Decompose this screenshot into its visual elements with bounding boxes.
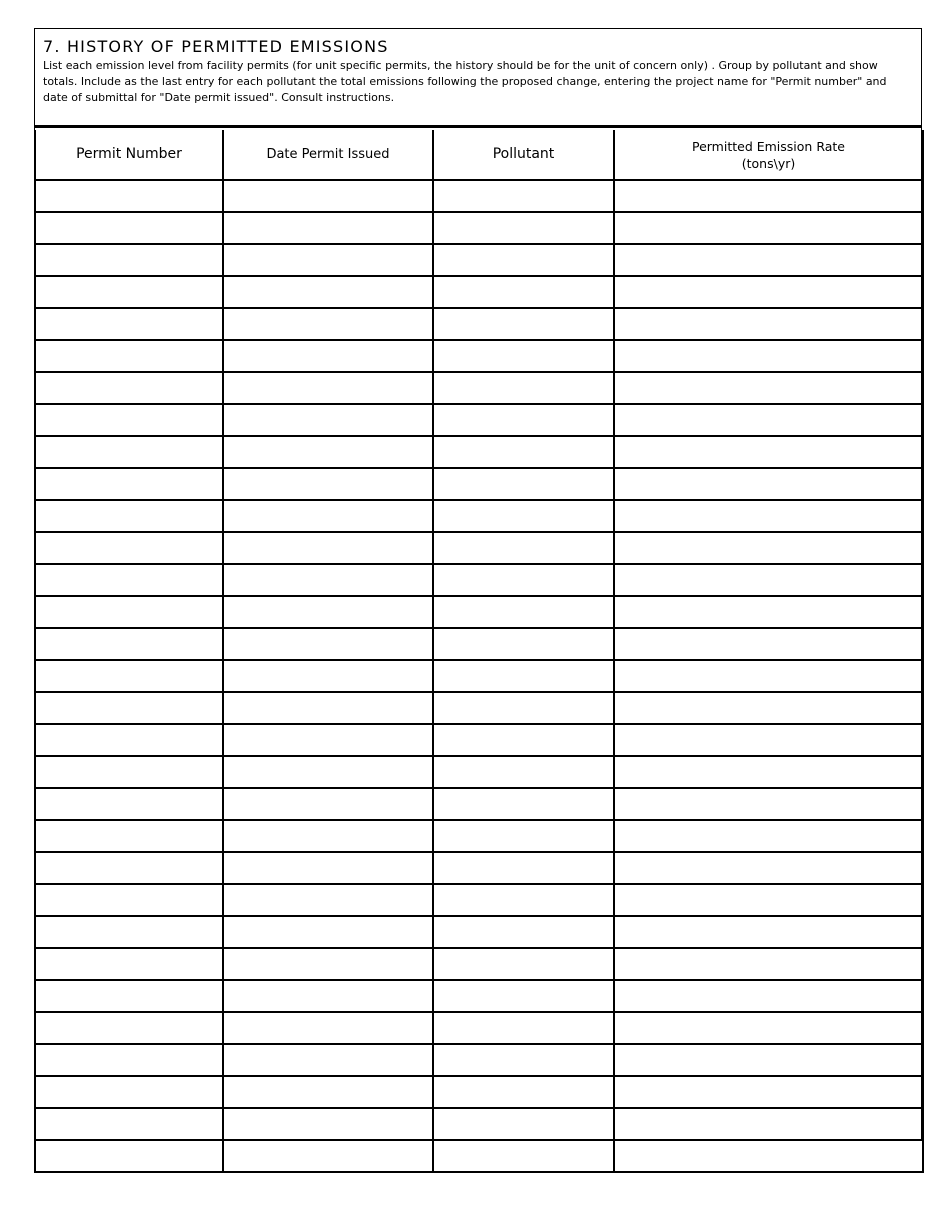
date-permit-issued-cell[interactable] [223, 916, 433, 948]
table-row [35, 596, 923, 628]
table-row [35, 852, 923, 884]
emission-rate-cell[interactable] [614, 660, 923, 692]
table-body [35, 180, 923, 1172]
date-permit-issued-cell[interactable] [223, 340, 433, 372]
table-row [35, 884, 923, 916]
table-row [35, 564, 923, 596]
date-permit-issued-cell[interactable] [223, 436, 433, 468]
section-header [35, 29, 921, 128]
date-permit-issued-cell[interactable] [223, 756, 433, 788]
permit-number-cell[interactable] [35, 852, 223, 884]
pollutant-cell[interactable] [433, 1044, 614, 1076]
table-row [35, 628, 923, 660]
permit-number-cell[interactable] [35, 340, 223, 372]
table-row [35, 532, 923, 564]
emission-rate-cell[interactable] [614, 564, 923, 596]
table-row [35, 948, 923, 980]
date-permit-issued-cell[interactable] [223, 948, 433, 980]
date-permit-issued-cell[interactable] [223, 308, 433, 340]
pollutant-cell[interactable] [433, 276, 614, 308]
pollutant-cell[interactable] [433, 212, 614, 244]
table-row [35, 468, 923, 500]
emission-rate-cell[interactable] [614, 980, 923, 1012]
pollutant-cell[interactable] [433, 948, 614, 980]
emission-rate-cell[interactable] [614, 692, 923, 724]
date-permit-issued-cell[interactable] [223, 1076, 433, 1108]
pollutant-cell[interactable] [433, 1076, 614, 1108]
column-header-pollutant: Pollutant [433, 130, 614, 180]
date-permit-issued-cell[interactable] [223, 724, 433, 756]
emission-rate-cell[interactable] [614, 340, 923, 372]
permit-number-cell[interactable] [35, 468, 223, 500]
emission-rate-cell[interactable] [614, 788, 923, 820]
permit-number-cell[interactable] [35, 596, 223, 628]
table-row [35, 692, 923, 724]
date-permit-issued-cell[interactable] [223, 1044, 433, 1076]
permit-number-cell[interactable] [35, 1140, 223, 1172]
table-row [35, 1012, 923, 1044]
emission-rate-cell[interactable] [614, 500, 923, 532]
date-permit-issued-cell[interactable] [223, 276, 433, 308]
emission-rate-cell[interactable] [614, 916, 923, 948]
emission-rate-cell[interactable] [614, 532, 923, 564]
date-permit-issued-cell[interactable] [223, 244, 433, 276]
permit-number-cell[interactable] [35, 308, 223, 340]
emission-rate-cell[interactable] [614, 180, 923, 212]
pollutant-cell[interactable] [433, 852, 614, 884]
date-permit-issued-cell[interactable] [223, 1012, 433, 1044]
emission-rate-cell[interactable] [614, 1012, 923, 1044]
table-row [35, 916, 923, 948]
pollutant-cell[interactable] [433, 1108, 614, 1140]
pollutant-cell[interactable] [433, 180, 614, 212]
column-header-permit-number: Permit Number [35, 130, 223, 180]
pollutant-cell[interactable] [433, 660, 614, 692]
date-permit-issued-cell[interactable] [223, 404, 433, 436]
date-permit-issued-cell[interactable] [223, 788, 433, 820]
table-row [35, 1044, 923, 1076]
table-row [35, 820, 923, 852]
permit-number-cell[interactable] [35, 500, 223, 532]
permit-number-cell[interactable] [35, 436, 223, 468]
date-permit-issued-cell[interactable] [223, 372, 433, 404]
emission-rate-cell[interactable] [614, 820, 923, 852]
permit-number-cell[interactable] [35, 884, 223, 916]
pollutant-cell[interactable] [433, 1012, 614, 1044]
section-instructions: List each emission level from facility permits (for unit specific permits, the history should be for the unit of concern only) . Group by pollutant and show totals. Include as the last entry for each pollutant the total emissions following the proposed change, entering the project name for "Permit number" and date of submittal for "Date permit issued". Consult instructions. [43, 59, 887, 104]
permit-number-cell[interactable] [35, 532, 223, 564]
column-header-date-permit-issued: Date Permit Issued [223, 130, 433, 180]
table-row [35, 660, 923, 692]
pollutant-cell[interactable] [433, 756, 614, 788]
permit-number-cell[interactable] [35, 724, 223, 756]
table-row [35, 372, 923, 404]
pollutant-cell[interactable] [433, 692, 614, 724]
emissions-history-table [34, 130, 924, 1173]
emission-rate-cell[interactable] [614, 948, 923, 980]
date-permit-issued-cell[interactable] [223, 180, 433, 212]
pollutant-cell[interactable] [433, 436, 614, 468]
permit-number-cell[interactable] [35, 628, 223, 660]
pollutant-cell[interactable] [433, 372, 614, 404]
emission-rate-cell[interactable] [614, 852, 923, 884]
column-header-permitted-emission-rate [614, 130, 923, 180]
emission-rate-cell[interactable] [614, 404, 923, 436]
pollutant-cell[interactable] [433, 980, 614, 1012]
table-row [35, 340, 923, 372]
date-permit-issued-cell[interactable] [223, 692, 433, 724]
pollutant-cell[interactable] [433, 820, 614, 852]
permit-number-cell[interactable] [35, 564, 223, 596]
pollutant-cell[interactable] [433, 340, 614, 372]
emission-rate-cell[interactable] [614, 596, 923, 628]
table-row [35, 308, 923, 340]
emission-rate-cell[interactable] [614, 276, 923, 308]
date-permit-issued-cell[interactable] [223, 212, 433, 244]
permit-number-cell[interactable] [35, 404, 223, 436]
pollutant-cell[interactable] [433, 596, 614, 628]
emission-rate-cell[interactable] [614, 1076, 923, 1108]
emission-rate-header-line1: Permitted Emission Rate [691, 138, 845, 154]
date-permit-issued-cell[interactable] [223, 564, 433, 596]
pollutant-cell[interactable] [433, 244, 614, 276]
table-row [35, 788, 923, 820]
emission-rate-cell[interactable] [614, 884, 923, 916]
permit-number-cell[interactable] [35, 756, 223, 788]
permit-number-cell[interactable] [35, 1076, 223, 1108]
table-row [35, 404, 923, 436]
emission-rate-cell[interactable] [614, 1108, 923, 1140]
emission-rate-cell[interactable] [614, 372, 923, 404]
emission-rate-cell[interactable] [614, 756, 923, 788]
pollutant-cell[interactable] [433, 628, 614, 660]
date-permit-issued-cell[interactable] [223, 820, 433, 852]
history-of-permitted-emissions-form [34, 28, 922, 1141]
pollutant-cell[interactable] [433, 564, 614, 596]
pollutant-cell[interactable] [433, 308, 614, 340]
pollutant-cell[interactable] [433, 788, 614, 820]
permit-number-cell[interactable] [35, 820, 223, 852]
date-permit-issued-cell[interactable] [223, 500, 433, 532]
pollutant-cell[interactable] [433, 724, 614, 756]
emission-rate-cell[interactable] [614, 1140, 923, 1172]
permit-number-cell[interactable] [35, 980, 223, 1012]
table-row [35, 724, 923, 756]
pollutant-cell[interactable] [433, 404, 614, 436]
emission-rate-cell[interactable] [614, 1044, 923, 1076]
emission-rate-cell[interactable] [614, 724, 923, 756]
table-row [35, 212, 923, 244]
pollutant-cell[interactable] [433, 916, 614, 948]
emission-rate-cell[interactable] [614, 628, 923, 660]
table-row [35, 1140, 923, 1172]
pollutant-cell[interactable] [433, 500, 614, 532]
permit-number-cell[interactable] [35, 212, 223, 244]
emission-rate-cell[interactable] [614, 436, 923, 468]
date-permit-issued-cell[interactable] [223, 1108, 433, 1140]
date-permit-issued-cell[interactable] [223, 852, 433, 884]
table-row [35, 180, 923, 212]
table-row [35, 756, 923, 788]
date-permit-issued-cell[interactable] [223, 884, 433, 916]
permit-number-cell[interactable] [35, 1044, 223, 1076]
pollutant-cell[interactable] [433, 468, 614, 500]
table-row [35, 244, 923, 276]
table-row [35, 276, 923, 308]
permit-number-cell[interactable] [35, 244, 223, 276]
permit-number-cell[interactable] [35, 948, 223, 980]
emission-rate-cell[interactable] [614, 308, 923, 340]
permit-number-cell[interactable] [35, 660, 223, 692]
table-row [35, 1076, 923, 1108]
permit-number-cell[interactable] [35, 1012, 223, 1044]
permit-number-cell[interactable] [35, 276, 223, 308]
date-permit-issued-cell[interactable] [223, 532, 433, 564]
table-row [35, 1108, 923, 1140]
table-header-row [35, 130, 923, 180]
permit-number-cell[interactable] [35, 1108, 223, 1140]
emission-rate-cell[interactable] [614, 468, 923, 500]
table-row [35, 980, 923, 1012]
permit-number-cell[interactable] [35, 372, 223, 404]
section-title: 7. HISTORY OF PERMITTED EMISSIONS [43, 37, 389, 56]
date-permit-issued-cell[interactable] [223, 628, 433, 660]
pollutant-cell[interactable] [433, 1140, 614, 1172]
permit-number-cell[interactable] [35, 180, 223, 212]
date-permit-issued-cell[interactable] [223, 468, 433, 500]
pollutant-cell[interactable] [433, 532, 614, 564]
date-permit-issued-cell[interactable] [223, 660, 433, 692]
table-row [35, 436, 923, 468]
emission-rate-cell[interactable] [614, 212, 923, 244]
permit-number-cell[interactable] [35, 788, 223, 820]
permit-number-cell[interactable] [35, 916, 223, 948]
emission-rate-cell[interactable] [614, 244, 923, 276]
permit-number-cell[interactable] [35, 692, 223, 724]
date-permit-issued-cell[interactable] [223, 1140, 433, 1172]
pollutant-cell[interactable] [433, 884, 614, 916]
date-permit-issued-cell[interactable] [223, 980, 433, 1012]
date-permit-issued-cell[interactable] [223, 596, 433, 628]
table-row [35, 500, 923, 532]
emission-rate-header-line2: (tons\yr) [741, 155, 796, 171]
